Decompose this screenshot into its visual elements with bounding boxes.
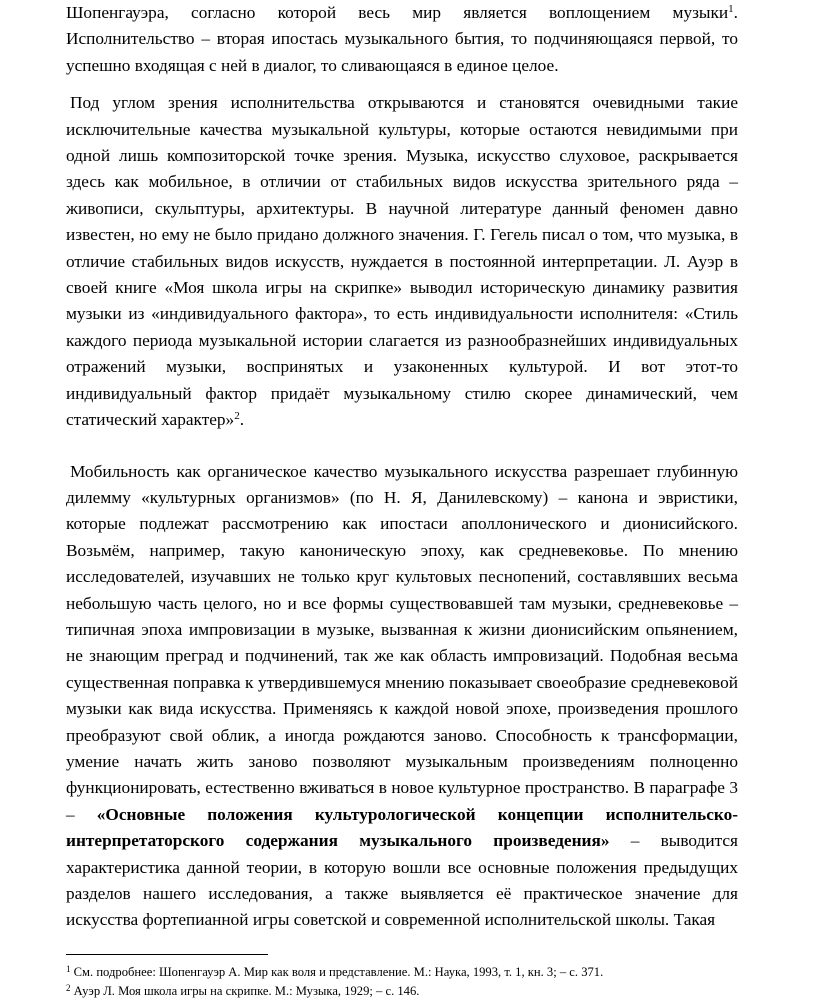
footnote-2 [66, 982, 738, 1001]
footnote-1-text: См. подробнее: Шопенгауэр А. Мир как воля и представление. М.: Наука, 1993, т. 1, кн. 3; – с. 371. [70, 965, 604, 979]
paragraph-1 [66, 0, 738, 79]
paragraph-1-text: Шопенгауэра, согласно которой весь мир является воплощением музыки [66, 3, 729, 22]
paragraph-3 [66, 459, 738, 934]
footnote-1-number: 1 [66, 964, 71, 974]
paragraph-2 [66, 90, 738, 433]
footnotes [66, 954, 738, 1001]
paragraph-1-text-cont: . Исполнительство – вторая ипостась музыкального бытия, то подчиняющаяся первой, то успешно входящая с ней в диалог, то сливающаяся в единое целое. [66, 3, 738, 75]
paragraph-3-bold-title: «Основные положения культурологической концепции исполнительско-интерпретаторского содержания музыкального произведения» [66, 804, 738, 851]
paragraph-3-text: Мобильность как органическое качество музыкального искусства разрешает глубинную дилемму «культурных организмов» (по Н. Я, Данилевскому) – канона и эвристики, которые подлежат рассмотрению как ипостаси аполлонического и дионисийского. Возьмём, например, такую каноническую эпоху, как средневековье. По мнению исследователей, изучавших не только круг культовых песнопений, составлявших весьма небольшую часть целого, но и все формы существовавшей там музыки, средневековье – типичная эпоха импровизации в музыке, вызванная к жизни дионисийским опьянением, не знающим преград и подчинений, так же как область импровизаций. Подобная весьма существенная поправка к утвердившемуся мнению показывает своеобразие средневековой музыки как вида искусства. Применяясь к каждой новой эпохе, произведения прошлого преобразуют свой облик, а иногда рождаются заново. Способность к трансформации, умение начать жить заново позволяют музыкальным произведениям полноценно функционировать, естественно вживаться в новое культурное пространство. В параграфе 3 – [66, 461, 738, 824]
footnote-1 [66, 963, 738, 982]
paragraph-2-text-cont: . [239, 410, 245, 430]
footnote-divider [66, 954, 268, 955]
paragraph-2-text: Под углом зрения исполнительства открываются и становятся очевидными такие исключительные качества музыкальной культуры, которые остаются невидимыми при одной лишь композиторской точке зрения. Музыка, искусство слуховое, раскрывается здесь как мобильное, в отличии от стабильных видов искусства зрительного ряда – живописи, скульптуры, архитектуры. В научной литературе данный феномен давно известен, но ему не было придано должного значения. Г. Гегель писал о том, что музыка, в отличие стабильных видов искусств, нуждается в постоянной интерпретации. Л. Ауэр в своей книге «Моя школа игры на скрипке» выводил историческую динамику развития музыки из «индивидуального фактора», то есть индивидуальности исполнителя: «Стиль каждого периода музыкальной истории слагается из разнообразнейших индивидуальных отражений музыки, воспринятых и узаконенных культурой. И вот этот-то индивидуальный фактор придаёт музыкальному стилю скорее динамический, чем статический характер» [66, 93, 738, 430]
paragraph-3-text-cont: – выводится характеристика данной теории, в которую вошли все основные положения предыдущих разделов нашего исследования, а также выявляется её практическое значение для искусства фортепианной игры советской и современной исполнительской школы. Такая [66, 831, 738, 930]
footnote-ref-2[interactable]: 2 [234, 410, 240, 423]
footnote-2-text: Ауэр Л. Моя школа игры на скрипке. М.: Музыка, 1929; – с. 146. [70, 984, 420, 998]
footnote-ref-1[interactable]: 1 [728, 3, 734, 15]
footnote-2-number: 2 [66, 983, 71, 993]
document-body [66, 0, 738, 934]
